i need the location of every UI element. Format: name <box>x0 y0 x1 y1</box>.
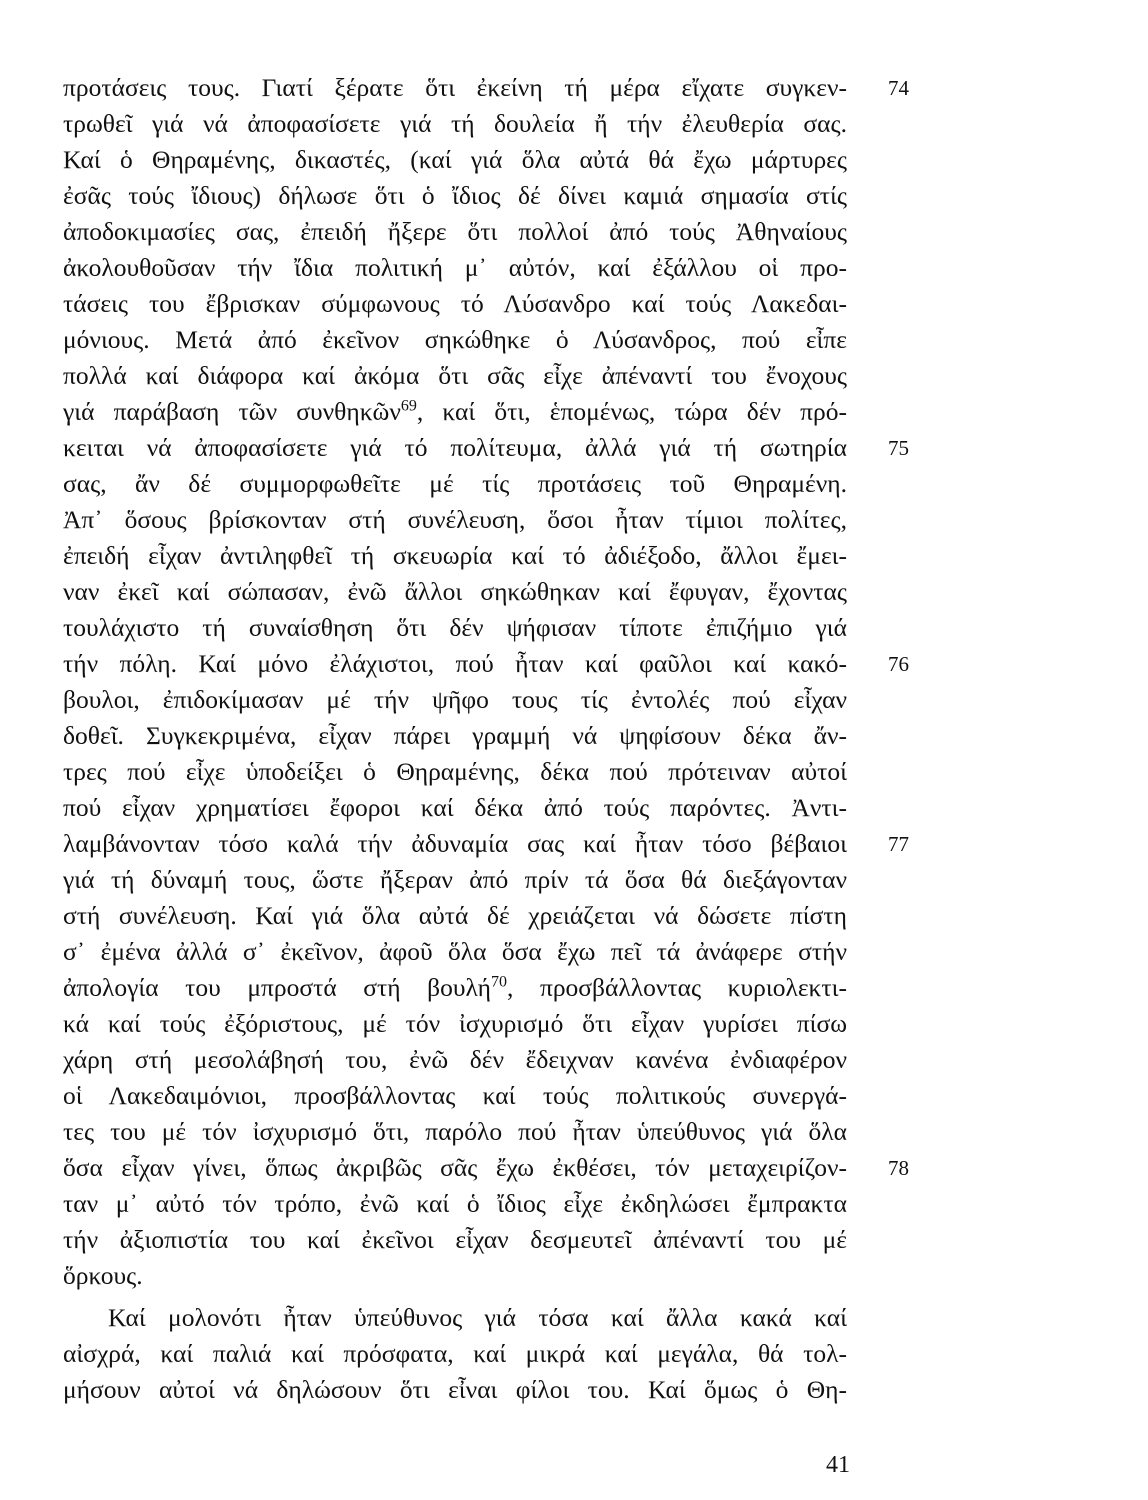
text-line: δοθεῖ. Συγκεκριμένα, εἶχαν πάρει γραμμή νά ψηφίσουν δέκα ἄν- <box>63 721 847 750</box>
text-line-with-footnote <box>63 970 847 1006</box>
text-segment: ἀπολογία του μπροστά στή βουλή <box>63 973 491 1002</box>
text-line: σ᾽ ἐμένα ἀλλά σ᾽ ἐκεῖνον, ἀφοῦ ὅλα ὅσα ἔχω πεῖ τά ἀνάφερε στήν <box>63 937 847 966</box>
text-line: Καί ὁ Θηραμένης, δικαστές, (καί γιά ὅλα αὐτά θά ἔχω μάρτυρες <box>63 145 847 174</box>
paragraph-start-line: Καί μολονότι ἦταν ὑπεύθυνος γιά τόσα καί ἄλλα κακά καί <box>108 1303 847 1332</box>
text-line: στή συνέλευση. Καί γιά ὅλα αὐτά δέ χρειάζεται νά δώσετε πίστη <box>63 901 847 930</box>
text-line: τρωθεῖ γιά νά ἀποφασίσετε γιά τή δουλεία ἤ τήν ἐλευθερία σας. <box>63 109 847 138</box>
text-line: τες του μέ τόν ἰσχυρισμό ὅτι, παρόλο πού ἦταν ὑπεύθυνος γιά ὅλα <box>63 1117 847 1146</box>
text-line: πού εἶχαν χρηματίσει ἔφοροι καί δέκα ἀπό τούς παρόντες. Ἀντι- <box>63 793 847 822</box>
section-number: 76 <box>888 652 909 676</box>
footnote-reference: 70 <box>491 973 507 991</box>
text-line: ἀποδοκιμασίες σας, ἐπειδή ἤξερε ὅτι πολλοί ἀπό τούς Ἀθηναίους <box>63 217 847 246</box>
section-number: 75 <box>888 436 909 460</box>
text-line: σας, ἄν δέ συμμορφωθεῖτε μέ τίς προτάσεις τοῦ Θηραμένη. <box>63 469 847 498</box>
text-line: αἰσχρά, καί παλιά καί πρόσφατα, καί μικρά καί μεγάλα, θά τολ- <box>63 1339 847 1368</box>
text-line: Ἀπ᾽ ὅσους βρίσκονταν στή συνέλευση, ὅσοι ἦταν τίμιοι πολίτες, <box>63 505 847 534</box>
text-line: χάρη στή μεσολάβησή του, ἐνῶ δέν ἔδειχναν κανένα ἐνδιαφέρον <box>63 1045 847 1074</box>
text-segment: γιά παράβαση τῶν συνθηκῶν <box>63 397 401 426</box>
footnote-reference: 69 <box>400 397 417 415</box>
section-number: 78 <box>888 1156 909 1180</box>
text-line: ἐπειδή εἶχαν ἀντιληφθεῖ τή σκευωρία καί τό ἀδιέξοδο, ἄλλοι ἔμει- <box>63 541 847 570</box>
text-line: πολλά καί διάφορα καί ἀκόμα ὅτι σᾶς εἶχε ἀπέναντί του ἔνοχους <box>63 361 847 390</box>
text-line: ὅρκους. <box>63 1261 143 1290</box>
text-line: ναν ἐκεῖ καί σώπασαν, ἐνῶ ἄλλοι σηκώθηκαν καί ἔφυγαν, ἔχοντας <box>63 577 847 606</box>
text-line: οἱ Λακεδαιμόνιοι, προσβάλλοντας καί τούς πολιτικούς συνεργά- <box>63 1081 847 1110</box>
text-line: μήσουν αὐτοί νά δηλώσουν ὅτι εἶναι φίλοι του. Καί ὅμως ὁ Θη- <box>63 1375 847 1404</box>
text-line: μόνιους. Μετά ἀπό ἐκεῖνον σηκώθηκε ὁ Λύσανδρος, πού εἶπε <box>63 325 847 354</box>
text-line: κειται νά ἀποφασίσετε γιά τό πολίτευμα, ἀλλά γιά τή σωτηρία <box>63 433 847 462</box>
page-number: 41 <box>826 1452 850 1478</box>
text-line: ὅσα εἶχαν γίνει, ὅπως ἀκριβῶς σᾶς ἔχω ἐκθέσει, τόν μεταχειρίζον- <box>63 1153 847 1182</box>
text-line: τουλάχιστο τή συναίσθηση ὅτι δέν ψήφισαν τίποτε ἐπιζήμιο γιά <box>63 613 847 642</box>
text-line-with-footnote <box>63 394 847 430</box>
text-line: τρες πού εἶχε ὑποδείξει ὁ Θηραμένης, δέκα πού πρότειναν αὐτοί <box>63 757 847 786</box>
text-segment: , καί ὅτι, ἑπομένως, τώρα δέν πρό- <box>416 397 847 426</box>
section-number: 77 <box>888 832 909 856</box>
text-segment: , προσβάλλοντας κυριολεκτι- <box>507 973 847 1002</box>
text-line: προτάσεις τους. Γιατί ξέρατε ὅτι ἐκείνη τή μέρα εἴχατε συγκεν- <box>63 73 847 102</box>
text-line: λαμβάνονταν τόσο καλά τήν ἀδυναμία σας καί ἦταν τόσο βέβαιοι <box>63 829 847 858</box>
text-line: ἀκολουθοῦσαν τήν ἴδια πολιτική μ᾽ αὐτόν, καί ἐξάλλου οἱ προ- <box>63 253 847 282</box>
text-line: τάσεις του ἔβρισκαν σύμφωνους τό Λύσανδρο καί τούς Λακεδαι- <box>63 289 847 318</box>
text-line: γιά τή δύναμή τους, ὥστε ἤξεραν ἀπό πρίν τά ὅσα θά διεξάγονταν <box>63 865 847 894</box>
section-number: 74 <box>888 76 909 100</box>
text-line: ἐσᾶς τούς ἴδιους) δήλωσε ὅτι ὁ ἴδιος δέ δίνει καμιά σημασία στίς <box>63 181 847 210</box>
text-line: τήν πόλη. Καί μόνο ἐλάχιστοι, πού ἦταν καί φαῦλοι καί κακό- <box>63 649 847 678</box>
text-line: βουλοι, ἐπιδοκίμασαν μέ τήν ψῆφο τους τίς ἐντολές πού εἶχαν <box>63 685 847 714</box>
text-line: κά καί τούς ἐξόριστους, μέ τόν ἰσχυρισμό ὅτι εἶχαν γυρίσει πίσω <box>63 1009 847 1038</box>
text-line: τήν ἀξιοπιστία του καί ἐκεῖνοι εἶχαν δεσμευτεῖ ἀπέναντί του μέ <box>63 1225 847 1254</box>
text-line: ταν μ᾽ αὐτό τόν τρόπο, ἐνῶ καί ὁ ἴδιος εἶχε ἐκδηλώσει ἔμπρακτα <box>63 1189 847 1218</box>
